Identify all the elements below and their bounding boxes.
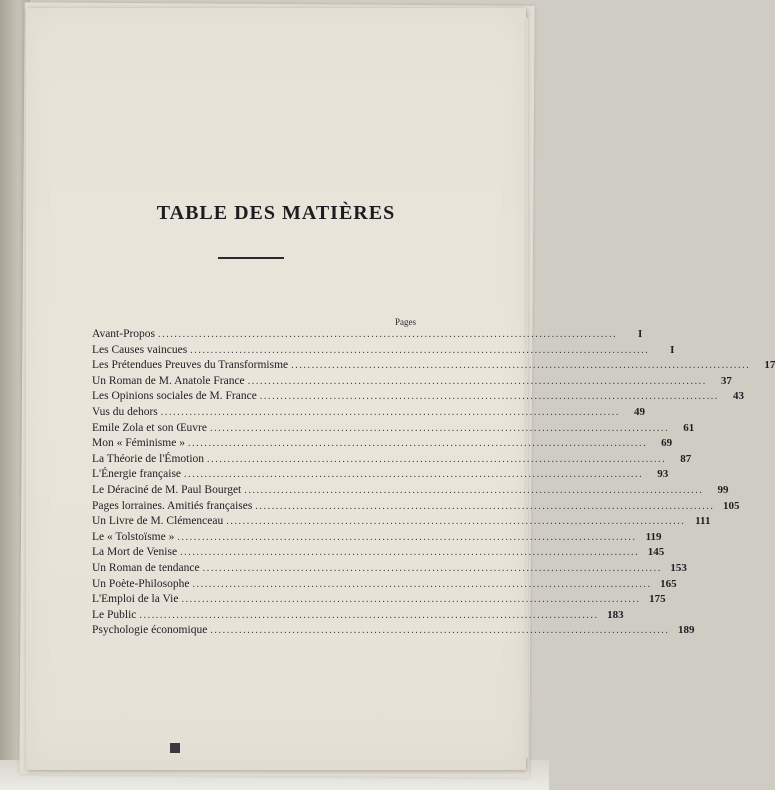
toc-entry-title: Un Roman de tendance (92, 561, 200, 574)
toc-entry (92, 499, 740, 516)
toc-entry-title: Pages lorraines. Amitiés françaises (92, 499, 253, 512)
toc-entry (92, 608, 624, 625)
toc-entry (92, 593, 666, 609)
toc-entry-title: Un Roman de M. Anatole France (92, 374, 245, 387)
toc-entry-title: Mon « Féminisme » (92, 437, 185, 450)
toc-entry (92, 421, 695, 438)
toc-entry-title: Vus du dehors (92, 405, 158, 418)
toc-dot-leader: ................................................................................................................ (181, 594, 641, 606)
toc-entry-page: 111 (695, 515, 711, 528)
toc-entry-page: 87 (680, 452, 692, 465)
toc-entry-title: Les Causes vaincues (92, 343, 188, 356)
toc-dot-leader: ................................................................................................................ (255, 500, 715, 512)
toc-entry (92, 546, 665, 562)
toc-entry (92, 374, 732, 391)
toc-entry-page: I (670, 343, 675, 356)
toc-entry-page: 105 (723, 499, 740, 512)
toc-entry-page: 165 (660, 577, 677, 590)
toc-dot-leader: ................................................................................................................ (139, 609, 599, 621)
toc-dot-leader: ................................................................................................................ (160, 406, 620, 418)
toc-dot-leader: ................................................................................................................ (209, 422, 670, 434)
toc-entry (92, 483, 729, 500)
toc-entry-title: Le « Tolstoïsme » (92, 530, 175, 543)
toc-entry-page: 99 (717, 483, 729, 496)
toc-entry (92, 437, 673, 453)
toc-entry-title: Les Prétendues Preuves du Transformisme (92, 359, 289, 372)
toc-entry-page: 49 (633, 405, 645, 418)
toc-entry (92, 561, 687, 578)
toc-dot-leader: ................................................................................................................ (202, 562, 662, 574)
toc-entry-title: Un Livre de M. Clémenceau (92, 515, 224, 528)
toc-entry (92, 515, 711, 531)
toc-dot-leader: ................................................................................................................ (177, 531, 637, 543)
toc-entry-page: 189 (678, 624, 695, 637)
toc-entry-page: 93 (657, 468, 669, 481)
page-edge (524, 18, 528, 758)
page-title: TABLE DES MATIÈRES (156, 202, 396, 224)
toc-entry (92, 577, 677, 594)
toc-entry-title: Avant-Propos (92, 328, 156, 340)
toc-dot-leader: ................................................................................................................ (187, 438, 648, 450)
toc-entry (92, 452, 692, 469)
toc-entry-title: Le Déraciné de M. Paul Bourget (92, 483, 242, 496)
toc-entry (92, 530, 662, 547)
toc-dot-leader: ................................................................................................................ (210, 625, 670, 637)
toc-entry-title: Emile Zola et son Œuvre (92, 421, 207, 434)
toc-entry-page: 145 (647, 546, 665, 559)
toc-dot-leader: ................................................................................................................ (180, 547, 640, 559)
toc-entry-page: 183 (607, 608, 624, 621)
toc-entry-page: 37 (720, 374, 732, 387)
toc-entry (92, 624, 695, 640)
toc-entry (92, 343, 675, 360)
toc-entry-page: 69 (661, 437, 673, 450)
toc-entry (92, 405, 645, 422)
printer-mark (170, 743, 180, 753)
toc-entry (92, 359, 775, 375)
toc-entry-title: L'Emploi de la Vie (92, 593, 179, 606)
toc-dot-leader: ................................................................................................................ (244, 484, 704, 496)
toc-dot-leader: ................................................................................................................ (259, 391, 719, 403)
toc-entry-page: 17 (764, 359, 775, 372)
toc-entry-page: 43 (733, 390, 744, 403)
toc-dot-leader: ................................................................................................................ (207, 453, 667, 465)
toc-entry-page: 61 (683, 421, 695, 434)
toc-entry-title: L'Énergie française (92, 468, 182, 481)
table-of-contents (92, 328, 775, 640)
toc-entry-title: La Théorie de l'Émotion (92, 452, 205, 465)
toc-entry-page: 175 (649, 593, 666, 606)
toc-entry-title: Un Poète-Philosophe (92, 577, 190, 590)
toc-dot-leader: ................................................................................................................ (192, 578, 652, 590)
toc-entry-title: Psychologie économique (92, 624, 208, 637)
toc-dot-leader: ................................................................................................................ (190, 344, 650, 356)
toc-entry-page: I (637, 328, 643, 340)
book-page (26, 8, 775, 770)
toc-entry (92, 390, 744, 406)
pages-column-label: Pages (395, 317, 416, 327)
toc-entry-title: Le Public (92, 608, 137, 621)
toc-dot-leader: ................................................................................................................ (226, 516, 686, 528)
toc-dot-leader: ................................................................................................................ (291, 360, 751, 372)
toc-entry-page: 119 (645, 530, 662, 543)
toc-entry-title: La Mort de Venise (92, 546, 178, 559)
toc-entry (92, 328, 643, 344)
toc-dot-leader: ................................................................................................................ (247, 375, 707, 387)
toc-entry-title: Les Opinions sociales de M. France (92, 390, 257, 403)
toc-dot-leader: ................................................................................................................ (184, 469, 644, 481)
title-rule (218, 257, 284, 259)
toc-entry-page: 153 (670, 561, 687, 574)
toc-entry (92, 468, 669, 484)
toc-dot-leader: ................................................................................................................ (158, 329, 618, 340)
